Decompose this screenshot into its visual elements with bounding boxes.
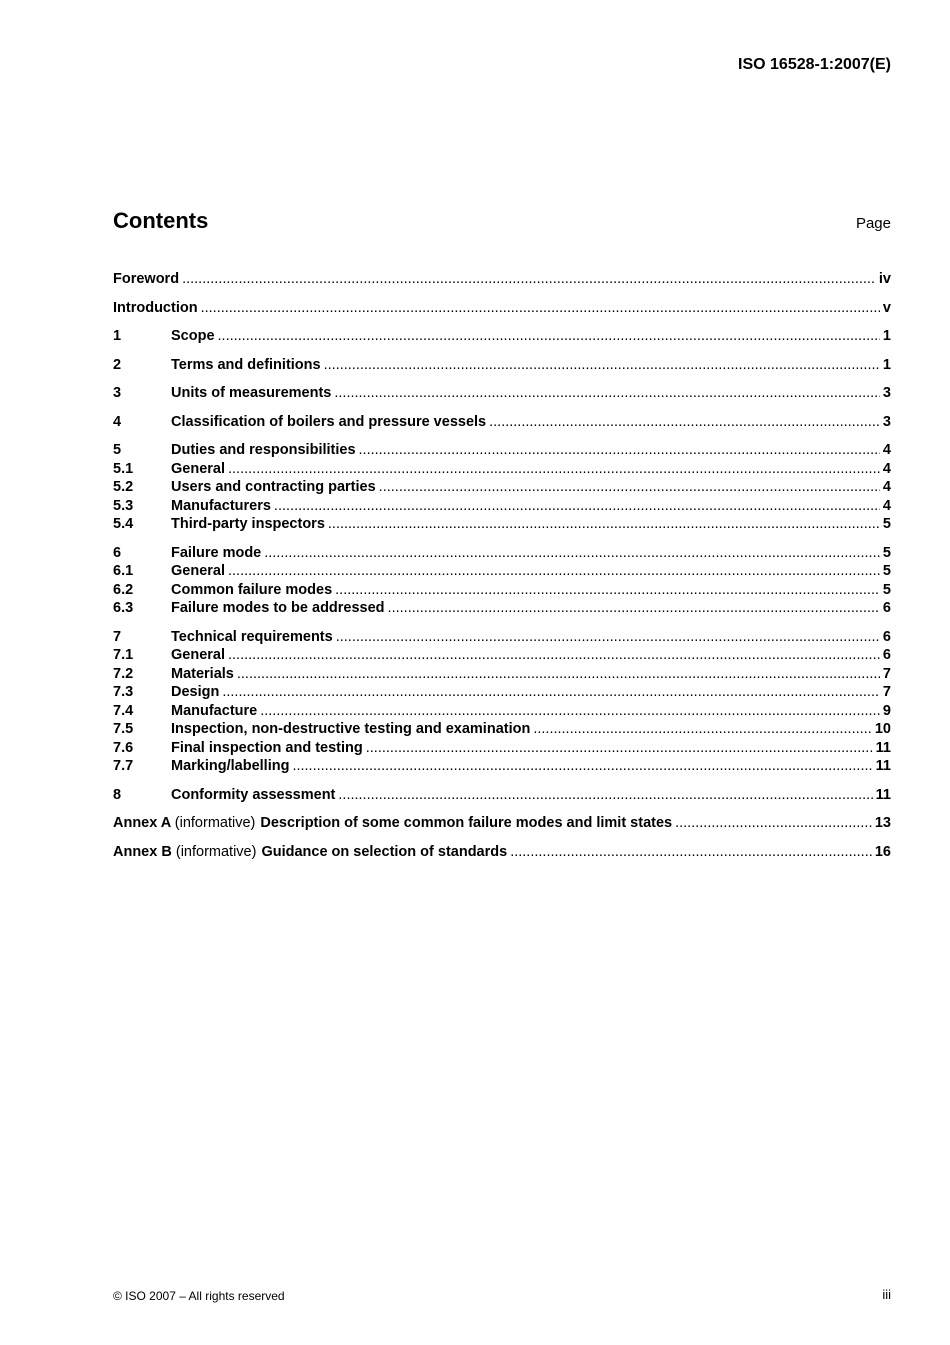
toc-entry-number: 5.2 (113, 479, 134, 495)
toc-entry-title: Introduction (113, 299, 198, 316)
toc-entry-page: 4 (882, 460, 891, 477)
dot-leader (222, 683, 880, 702)
toc-group (113, 441, 891, 534)
toc-entry-title: Conformity assessment (171, 786, 336, 803)
toc-entry[interactable] (113, 441, 891, 460)
toc-entry-title: Design (171, 684, 220, 700)
toc-entry-page: 7 (882, 665, 891, 682)
toc-entry[interactable] (113, 581, 891, 600)
toc-entry-number: 5 (113, 442, 122, 458)
toc-entry-title: Third-party inspectors (171, 516, 325, 532)
toc-entry-number: 7.1 (113, 647, 134, 663)
toc-entry-title: Users and contracting parties (171, 479, 376, 495)
toc-entry-title: General (171, 563, 225, 579)
toc-entry-number: 7.6 (113, 739, 134, 756)
toc-entry[interactable] (113, 562, 891, 581)
toc-entry-number: 5.3 (113, 497, 134, 514)
toc-entry-title: Foreword (113, 271, 180, 287)
toc-entry-number: 7.5 (113, 721, 134, 737)
toc-entry[interactable] (113, 515, 891, 534)
dot-leader (366, 739, 873, 758)
toc-entry-number: 5.4 (113, 516, 134, 532)
toc-entry[interactable] (113, 413, 891, 432)
toc-entry-title: Failure modes to be addressed (171, 600, 385, 616)
table-of-contents (113, 270, 891, 871)
toc-entry-title: Description of some common failure modes and limit states (260, 815, 673, 831)
toc-entry-page: 16 (874, 843, 891, 860)
toc-entry-page: 9 (882, 702, 891, 719)
toc-entry-title: Technical requirements (171, 628, 333, 645)
page-number: iii (882, 1287, 891, 1302)
toc-entry-title: Final inspection and testing (171, 739, 363, 756)
toc-entry-title: General (171, 460, 225, 477)
toc-entry-page: 6 (882, 600, 891, 616)
dot-leader (260, 702, 880, 721)
toc-entry[interactable] (113, 702, 891, 721)
dot-leader (324, 356, 880, 375)
toc-entry-title: Classification of boilers and pressure vessels (171, 413, 487, 430)
toc-entry-title: Failure mode (171, 544, 262, 561)
toc-entry-title: Marking/labelling (171, 758, 290, 774)
toc-entry-number: 5.1 (113, 460, 134, 477)
toc-group (113, 544, 891, 618)
toc-entry-number: 7.7 (113, 758, 134, 774)
dot-leader (510, 843, 872, 862)
toc-group (113, 786, 891, 805)
toc-entry-title: Duties and responsibilities (171, 442, 356, 458)
toc-entry[interactable] (113, 739, 891, 758)
dot-leader (201, 299, 880, 318)
annex-label-text: Annex B (113, 843, 172, 860)
toc-entry-number: 7 (113, 628, 122, 645)
toc-entry-title: Manufacturers (171, 497, 271, 514)
toc-entry-title: Guidance on selection of standards (261, 843, 508, 860)
page-column-label: Page (855, 215, 891, 232)
toc-entry[interactable] (113, 299, 891, 318)
dot-leader (328, 515, 880, 534)
toc-entry[interactable] (113, 599, 891, 618)
annex-label (113, 843, 256, 862)
toc-entry-number: 6.2 (113, 581, 134, 598)
toc-entry-page: 11 (875, 758, 891, 774)
toc-entry-page: 5 (882, 563, 891, 579)
toc-entry-page: 5 (882, 544, 891, 561)
toc-entry[interactable] (113, 497, 891, 516)
toc-entry-page: 11 (875, 786, 891, 803)
toc-entry-page: 4 (882, 497, 891, 514)
dot-leader (335, 581, 880, 600)
dot-leader (228, 646, 880, 665)
dot-leader (359, 441, 880, 460)
dot-leader (228, 460, 880, 479)
toc-entry[interactable] (113, 356, 891, 375)
dot-leader (489, 413, 880, 432)
toc-entry-page: 7 (882, 684, 891, 700)
toc-entry-page: iv (878, 271, 891, 287)
toc-entry[interactable] (113, 270, 891, 289)
dot-leader (264, 544, 880, 563)
dot-leader (533, 720, 872, 739)
dot-leader (218, 327, 880, 346)
dot-leader (182, 270, 876, 289)
toc-entry[interactable] (113, 646, 891, 665)
toc-annex-entry[interactable] (113, 814, 891, 833)
toc-entry[interactable] (113, 628, 891, 647)
toc-entry[interactable] (113, 544, 891, 563)
toc-entry[interactable] (113, 683, 891, 702)
toc-entry[interactable] (113, 757, 891, 776)
toc-group (113, 356, 891, 375)
toc-annex-entry[interactable] (113, 843, 891, 862)
toc-entry-number: 6.3 (113, 600, 134, 616)
toc-entry-title: Manufacture (171, 702, 258, 719)
toc-entry-number: 7.2 (113, 665, 134, 682)
dot-leader (334, 384, 880, 403)
toc-group (113, 270, 891, 289)
toc-entry-page: 13 (874, 815, 891, 831)
toc-entry-page: v (882, 299, 891, 316)
dot-leader (274, 497, 880, 516)
dot-leader (388, 599, 880, 618)
toc-entry[interactable] (113, 786, 891, 805)
annex-note: (informative) (175, 843, 257, 860)
toc-entry[interactable] (113, 327, 891, 346)
toc-group (113, 628, 891, 776)
dot-leader (336, 628, 880, 647)
toc-group (113, 413, 891, 432)
toc-entry-page: 1 (882, 356, 891, 373)
toc-entry-title: Inspection, non-destructive testing and examination (171, 721, 531, 737)
dot-leader (292, 757, 872, 776)
toc-entry-number: 7.3 (113, 684, 134, 700)
toc-entry-page: 6 (882, 647, 891, 663)
toc-entry-number: 2 (113, 356, 122, 373)
toc-entry-page: 1 (882, 328, 891, 344)
toc-entry[interactable] (113, 720, 891, 739)
toc-entry-number: 7.4 (113, 702, 134, 719)
toc-entry[interactable] (113, 478, 891, 497)
toc-entry-number: 3 (113, 385, 122, 401)
toc-entry-page: 5 (882, 516, 891, 532)
copyright-notice: © ISO 2007 – All rights reserved (113, 1289, 285, 1303)
annex-label (113, 814, 255, 833)
toc-entry-title: Common failure modes (171, 581, 333, 598)
toc-entry-title: General (171, 647, 225, 663)
toc-entry-page: 5 (882, 581, 891, 598)
toc-entry[interactable] (113, 460, 891, 479)
dot-leader (675, 814, 872, 833)
toc-entry-number: 4 (113, 413, 122, 430)
toc-entry-number: 1 (113, 328, 122, 344)
annex-label-text: Annex A (113, 815, 171, 831)
toc-entry-title: Materials (171, 665, 234, 682)
toc-group (113, 814, 891, 833)
toc-entry-page: 3 (882, 385, 891, 401)
toc-entry-number: 8 (113, 786, 122, 803)
toc-entry-title: Units of measurements (171, 385, 332, 401)
toc-entry-title: Terms and definitions (171, 356, 321, 373)
toc-group (113, 384, 891, 403)
contents-title: Contents (113, 208, 209, 233)
toc-entry[interactable] (113, 384, 891, 403)
toc-entry-title: Scope (171, 328, 215, 344)
dot-leader (379, 478, 880, 497)
document-id: ISO 16528-1:2007(E) (738, 56, 891, 73)
toc-entry-page: 4 (882, 442, 891, 458)
toc-entry-page: 10 (874, 721, 891, 737)
annex-note: (informative) (174, 815, 256, 831)
toc-entry-page: 3 (882, 413, 891, 430)
toc-entry-page: 4 (882, 479, 891, 495)
toc-group (113, 299, 891, 318)
toc-entry[interactable] (113, 665, 891, 684)
toc-entry-number: 6.1 (113, 563, 134, 579)
toc-group (113, 843, 891, 862)
toc-entry-number: 6 (113, 544, 122, 561)
toc-entry-page: 11 (875, 739, 891, 756)
dot-leader (338, 786, 872, 805)
dot-leader (237, 665, 880, 684)
dot-leader (228, 562, 880, 581)
toc-group (113, 327, 891, 346)
toc-entry-page: 6 (882, 628, 891, 645)
